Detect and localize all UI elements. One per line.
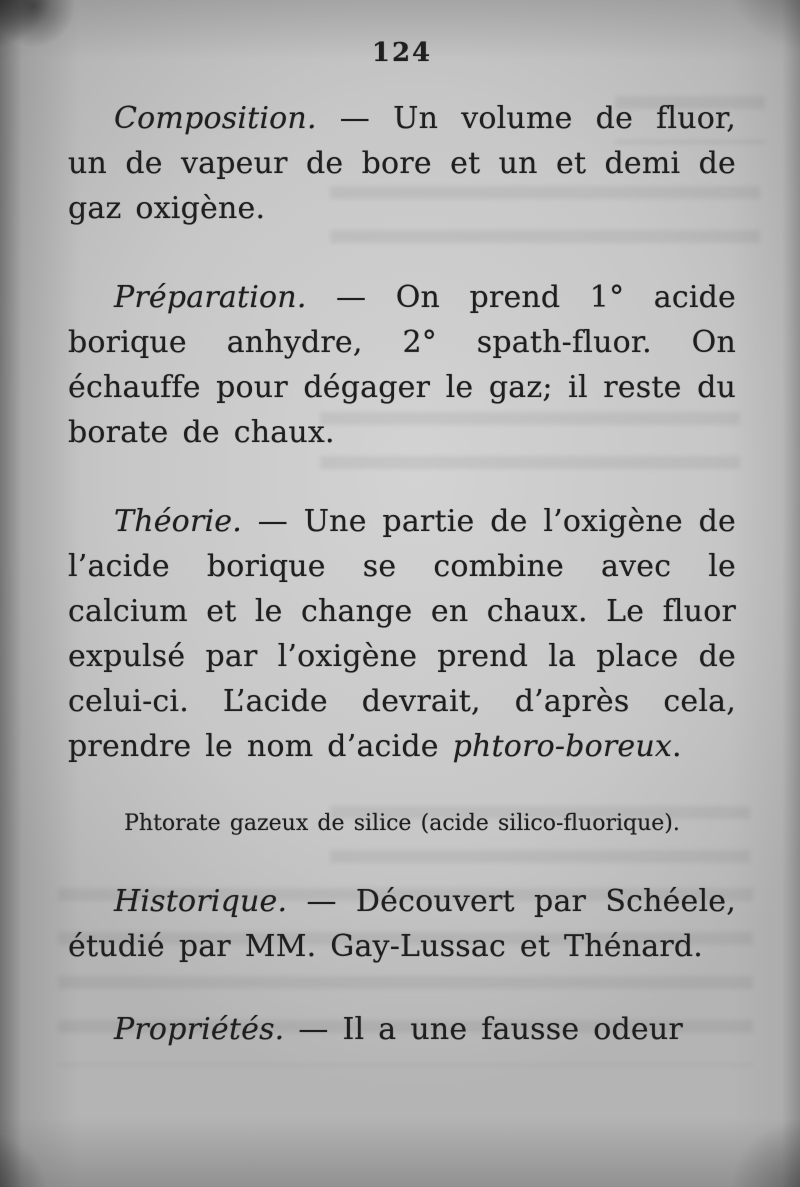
- paragraph-composition: [68, 96, 736, 231]
- paragraph-text: — Une partie de l’oxigène de l’acide borique se combine avec le calcium et le change en chaux. Le fluor expulsé par l’oxigène prend la place de celui-ci. L’acide devrait, d’après cela, prendre le nom d’acide: [68, 504, 736, 764]
- paragraph-theorie: [68, 499, 736, 769]
- paragraph-lead: Théorie.: [114, 504, 242, 539]
- paragraph-proprietes: [68, 1007, 736, 1052]
- paragraph-text: — Il a une fausse odeur: [284, 1012, 683, 1047]
- page-number: 124: [371, 38, 433, 68]
- paragraph-lead: Préparation.: [114, 280, 307, 315]
- paragraph-preparation: [68, 275, 736, 455]
- paragraph-lead: Historique.: [114, 884, 288, 919]
- paragraph-lead: Composition.: [114, 101, 317, 136]
- paragraph-text: — Un volume de fluor, un de vapeur de bore et un et demi de gaz oxigène.: [68, 101, 736, 226]
- paragraph-historique: [68, 879, 736, 969]
- paragraph-text: — On prend 1° acide borique anhydre, 2° spath-fluor. On échauffe pour dégager le gaz; il reste du borate de chaux.: [68, 280, 736, 450]
- paragraph-lead: Propriétés.: [114, 1012, 285, 1047]
- paragraph-text: .: [672, 729, 682, 764]
- section-heading: Phtorate gazeux de silice (acide silico-fluorique).: [124, 811, 680, 836]
- paragraph-text: — Découvert par Schéele, étudié par MM. Gay-Lussac et Thénard.: [68, 884, 736, 964]
- paragraph-emphasis: phtoro-boreux: [452, 729, 673, 764]
